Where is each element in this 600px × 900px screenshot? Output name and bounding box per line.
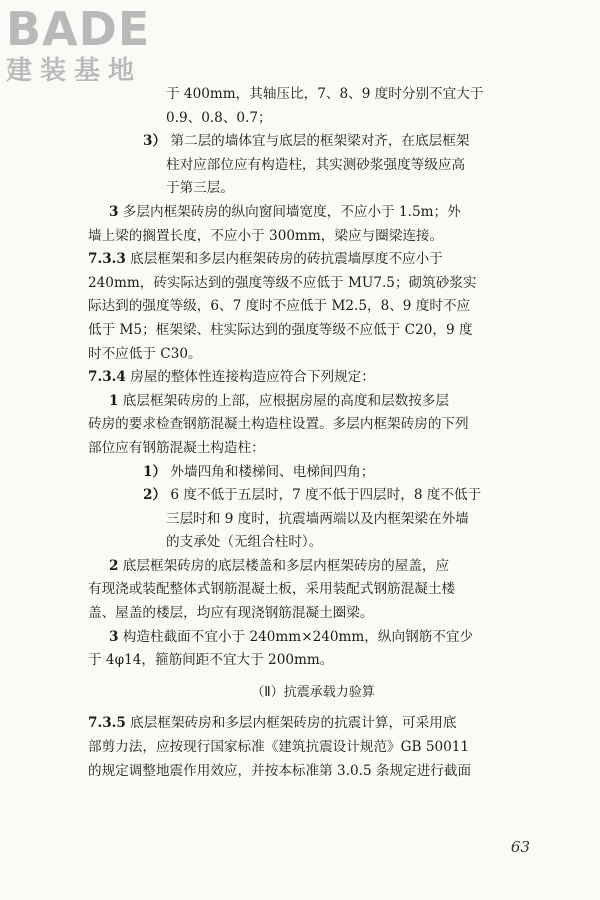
text-line xyxy=(88,343,538,367)
line-text: 砖房的要求检查钢筋混凝土构造柱设置。多层内框架砖房的下列 xyxy=(88,416,469,433)
spacer xyxy=(88,704,538,712)
text-line xyxy=(88,508,538,532)
line-text: 三层时和 9 度时，抗震墙两端以及内框架梁在外墙 xyxy=(166,510,469,527)
text-line xyxy=(88,201,538,225)
line-text: 于 4φ14，箍筋间距不宜大于 200mm。 xyxy=(88,652,334,669)
text-line xyxy=(88,437,538,461)
line-text: 柱对应部位应有构造柱，其实测砂浆强度等级应高 xyxy=(166,156,466,173)
text-line xyxy=(88,319,538,343)
text-line xyxy=(88,272,538,296)
clause-number: 1） xyxy=(143,463,167,480)
line-text: 部剪力法，应按现行国家标准《建筑抗震设计规范》GB 50011 xyxy=(88,739,470,756)
text-line xyxy=(88,602,538,626)
clause-number: 2） xyxy=(143,487,167,504)
text-line xyxy=(88,736,538,760)
line-text: 底层框架砖房的底层楼盖和多层内框架砖房的屋盖，应 xyxy=(122,557,450,574)
line-text: 6 度不低于五层时，7 度不低于四层时，8 度不低于 xyxy=(170,487,482,504)
line-text: 多层内框架砖房的纵向窗间墙宽度，不应小于 1.5m；外 xyxy=(122,203,461,220)
clause-number: 7.3.3 xyxy=(88,251,126,268)
line-text: 底层框架和多层内框架砖房的砖抗震墙厚度不应小于 xyxy=(130,251,443,268)
clause-number: 3 xyxy=(109,203,119,220)
text-line xyxy=(88,107,538,131)
text-line xyxy=(88,83,538,107)
clause-number: 2 xyxy=(109,557,119,574)
text-line xyxy=(88,649,538,673)
page-number: 63 xyxy=(510,838,530,856)
line-text: 底层框架砖房的上部，应根据房屋的高度和层数按多层 xyxy=(122,392,450,409)
clause-number: 7.3.4 xyxy=(88,369,126,386)
line-text: 盖、屋盖的楼层，均应有现浇钢筋混凝土圈梁。 xyxy=(88,605,374,622)
text-line xyxy=(88,154,538,178)
line-text: 低于 M5；框架梁、柱实际达到的强度等级不应低于 C20，9 度 xyxy=(88,321,473,338)
section-heading: （Ⅱ）抗震承载力验算 xyxy=(251,684,375,700)
line-text: 有现浇或装配整体式钢筋混凝土板，采用装配式钢筋混凝土楼 xyxy=(88,581,456,598)
line-text: 第二层的墙体宜与底层的框架梁对齐，在底层框架 xyxy=(170,133,470,150)
line-text: 际达到的强度等级，6、7 度时不应低于 M2.5，8、9 度时不应 xyxy=(88,298,471,315)
line-text: 墙上梁的搁置长度，不应小于 300mm，梁应与圈梁连接。 xyxy=(88,227,444,244)
line-text: 部位应有钢筋混凝土构造柱： xyxy=(88,439,265,456)
text-line xyxy=(88,225,538,249)
line-text: 0.9、0.8、0.7； xyxy=(166,109,272,126)
text-line xyxy=(88,484,538,508)
clause-number: 7.3.5 xyxy=(88,715,126,732)
text-line xyxy=(88,760,538,784)
logo-wordmark: BADE xyxy=(6,2,151,56)
text-line xyxy=(88,248,538,272)
line-text: 的规定调整地震作用效应，并按本标准第 3.0.5 条规定进行截面 xyxy=(88,762,472,779)
text-line xyxy=(88,130,538,154)
text-block-main xyxy=(88,83,538,673)
spacer xyxy=(88,673,538,681)
brand-logo xyxy=(4,4,174,86)
line-text: 房屋的整体性连接构造应符合下列规定： xyxy=(130,369,375,386)
text-line xyxy=(88,390,538,414)
clause-number: 3 xyxy=(109,628,119,645)
text-line xyxy=(88,177,538,201)
line-text: 外墙四角和楼梯间、电梯间四角； xyxy=(170,463,375,480)
text-line xyxy=(88,578,538,602)
line-text: 的支承处（无组合柱时）。 xyxy=(166,534,323,551)
text-line xyxy=(88,461,538,485)
line-text: 构造柱截面不宜小于 240mm×240mm，纵向钢筋不宜少 xyxy=(122,628,474,645)
text-line xyxy=(88,295,538,319)
text-block-section xyxy=(88,712,538,783)
line-text: 于第三层。 xyxy=(166,180,234,197)
logo-subtitle: 建装基地 xyxy=(6,56,143,86)
text-line xyxy=(88,626,538,650)
text-line xyxy=(88,712,538,736)
line-text: 时不应低于 C30。 xyxy=(88,345,202,362)
text-line xyxy=(88,413,538,437)
clause-number: 3） xyxy=(143,133,167,150)
document-body xyxy=(88,83,538,783)
line-text: 240mm，砖实际达到的强度等级不应低于 MU7.5；砌筑砂浆实 xyxy=(88,274,477,291)
text-line xyxy=(88,366,538,390)
line-text: 于 400mm，其轴压比，7、8、9 度时分别不宜大于 xyxy=(166,86,484,102)
text-line xyxy=(88,555,538,579)
line-text: 底层框架砖房和多层内框架砖房的抗震计算，可采用底 xyxy=(130,715,457,732)
text-line xyxy=(88,531,538,555)
clause-number: 1 xyxy=(109,392,119,409)
